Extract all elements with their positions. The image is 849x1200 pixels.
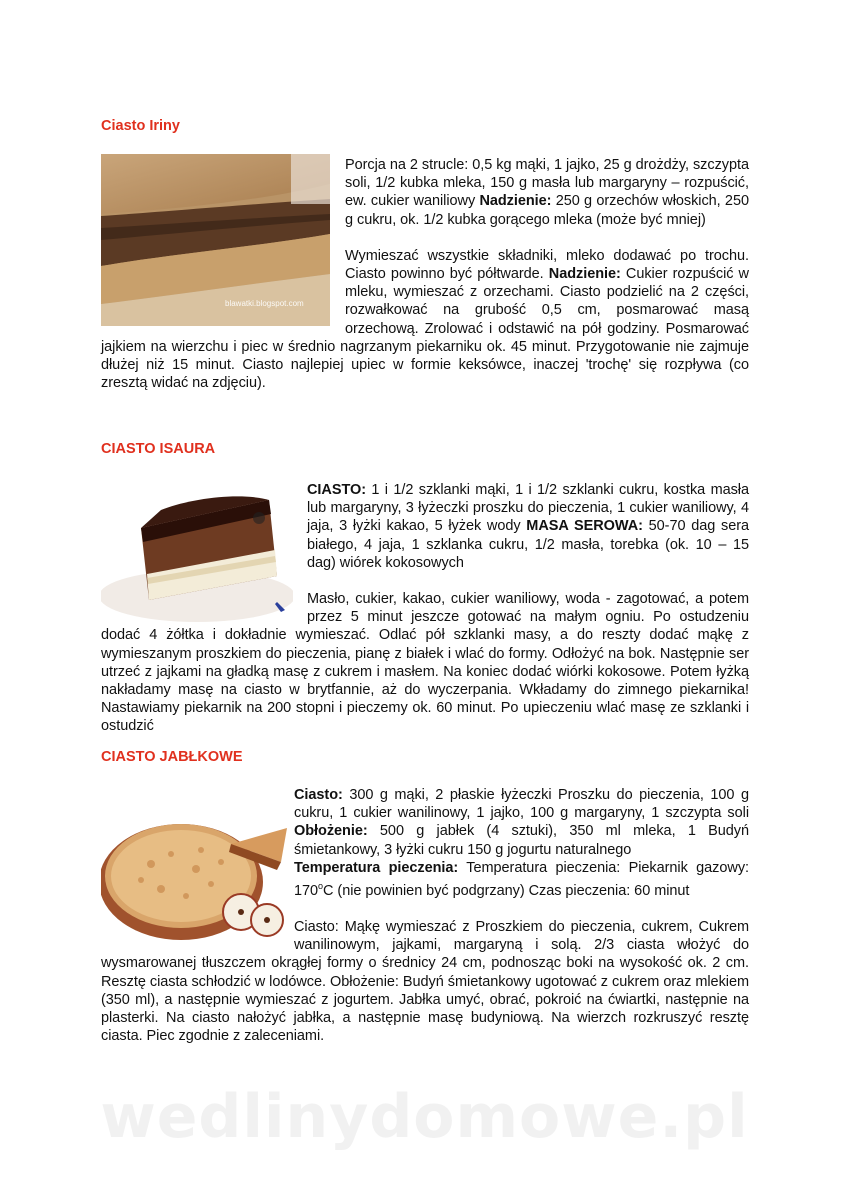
recipe-title: CIASTO JABŁKOWE	[101, 749, 243, 765]
instructions-part1: Wymieszać wszystkie składniki, mleko dodawać po trochu. Ciasto powinno być półtwarde.	[345, 247, 749, 283]
ingredients-intro: Porcja na 2 strucle: 0,5 kg mąki, 1 jajko, 25 g drożdży, szczypta soli, 1/2 kubka mleka, 150 g masła lub margaryny – rozpuścić, ew. cukier waniliowy	[345, 157, 749, 210]
instructions-part2: Cukier rozpuścić w mleku, wymieszać z orzechami. Ciasto podzielić na 2 części, rozwałkować na grubość 0,5 cm, posmarować masą orzechową. Zrolować i odstawić na pół godziny. Posmarować jajkiem na wierzchu i piec w średnio nagrzanym piekarniku ok. 45 minut. Przygotowanie nie zajmuje dłużej niż 15 minut. Ciasto najlepiej upiec w formie keksówce, inaczej 'trochę' się rozpływa (co zresztą widać na zdjęciu).	[101, 266, 749, 392]
photo-watermark-caption: blawatki.blogspot.com	[225, 299, 304, 308]
recipe-title: Ciasto Iriny	[101, 118, 180, 134]
baking-temperature-label: Temperatura pieczenia:	[294, 859, 459, 876]
baking-temperature-text-b: C (nie powinien być podgrzany) Czas pieczenia: 60 minut	[323, 882, 690, 899]
baking-temperature-text-a: Temperatura pieczenia: Piekarnik gazowy: 170	[294, 859, 749, 899]
filling-label-2: Nadzienie:	[548, 266, 621, 283]
degree-superscript: o	[318, 881, 324, 892]
dough-ingredients: 300 g mąki, 2 płaskie łyżeczki Proszku do pieczenia, 100 g cukru, 1 cukier wanilinowy, 1 jajko, 100 g margaryny, 1 szczypta soli	[294, 787, 749, 822]
instructions-paragraph: Ciasto: Mąkę wymieszać z Proszkiem do pieczenia, cukrem, Cukrem wanilinowym, jajkami, margaryną i solą. 2/3 ciasta włożyć do wysmarowanej tłuszczem okrągłej formy o średnicy 24 cm, podnosząc boki na wysokość ok. 2 cm. Resztę ciasta schłodzić w lodówce. Obłożenie: Budyń śmietankowy ugotować z cukrem oraz mlekiem (350 ml), a następnie wymieszać z jogurtem. Jabłka umyć, obrać, pokroić na ćwiartki, następnie na plasterki. Na ciasto nałożyć jabłka, a następnie masę budyniową. Na wierzch rozkruszyć resztę ciasta. Piec zgodnie z zaleceniami.	[101, 919, 749, 1045]
recipe-title: CIASTO ISAURA	[101, 441, 216, 457]
site-watermark: wedlinydomowe.pl	[100, 1082, 749, 1152]
dough-label: CIASTO:	[307, 482, 366, 498]
recipe-text	[101, 481, 749, 736]
photo-spacer	[101, 786, 294, 946]
filling-ingredients: 250 g orzechów włoskich, 250 g cukru, ok. 1/2 kubka gorącego mleka (może być mniej)	[345, 193, 749, 228]
dough-label: Ciasto:	[294, 787, 343, 803]
photo-spacer	[101, 481, 307, 625]
topping-label: Obłożenie:	[294, 823, 368, 840]
instructions-paragraph: Masło, cukier, kakao, cukier waniliowy, woda - zagotować, a potem przez 5 minut jeszcze gotować na małym ogniu. Po ostudzeniu dodać 4 żółtka i dokładnie wymieszać. Odlać pół szklanki masy, a do reszty dodać mąkę z wymieszanym proszkiem do pieczenia, pianę z białek i wlać do formy. Odłożyć na bok. Następnie ser utrzeć z jajkami na gładką masę z cukrem i masłem. Na koniec dodać wiórki kokosowe. Potem łyżką nakładamy masę na ciasto w brytfannie, aż do wyczerpania. Wkładamy do zimnego piekarnika! Nastawiamy piekarnik na 200 stopni i pieczemy ok. 60 minut. Po upieczeniu wlać masę ze szklanki i ostudzić	[101, 591, 749, 735]
recipe-text	[101, 786, 749, 1045]
dough-ingredients: 1 i 1/2 szklanki mąki, 1 i 1/2 szklanki cukru, kostka masła lub margaryny, 3 łyżeczki proszku do pieczenia, 1 cukier waniliowy, 4 jaja, 3 łyżki kakao, 5 łyżek wody	[307, 482, 749, 535]
cheese-mass-label: MASA SEROWA:	[526, 518, 643, 535]
photo-spacer	[101, 156, 345, 328]
cheese-mass-ingredients: 50-70 dag sera białego, 4 jaja, 1 szklanka cukru, 1/2 masła, torebka (ok. 10 – 15 dag) wiórek kokosowych	[307, 518, 749, 571]
filling-label: Nadzienie:	[479, 193, 552, 210]
topping-ingredients: 500 g jabłek (4 sztuki), 350 ml mleka, 1 Budyń śmietankowy, 3 łyżki cukru 150 g jogurtu naturalnego	[294, 823, 749, 858]
recipe-text	[101, 156, 749, 392]
